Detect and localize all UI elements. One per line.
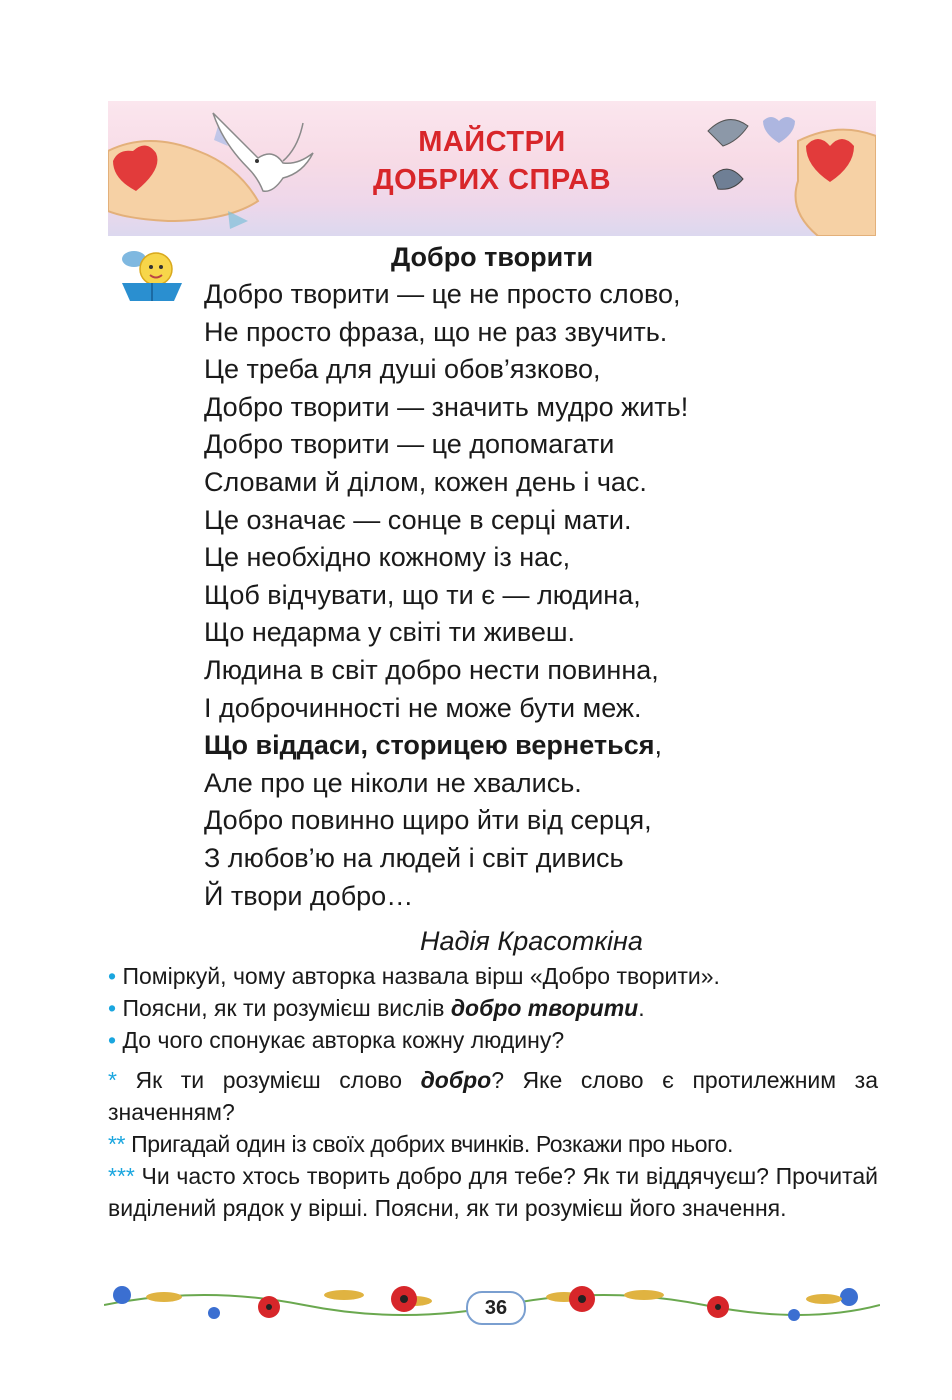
bullet: •	[108, 963, 117, 989]
question-6	[108, 1160, 878, 1224]
poem-line: І доброчинності не може бути меж.	[204, 692, 642, 723]
question-text-end: .	[638, 995, 645, 1021]
question-5	[108, 1128, 878, 1160]
poem-line: Але про це ніколи не хвались.	[204, 767, 582, 798]
page-number: 36	[466, 1291, 526, 1325]
emphasis-phrase: добро творити	[450, 995, 639, 1021]
bullet: •	[108, 1027, 117, 1053]
poem-line: Добро творити — це допомагати	[204, 429, 615, 460]
section-title-line-2: ДОБРИХ СПРАВ	[372, 164, 612, 196]
question-3	[108, 1024, 878, 1056]
poem-line: Добро повинно щиро йти від серця,	[204, 805, 652, 836]
question-text: Чи часто хтось творить добро для тебе? Як ти віддячуєш? Прочитай виділений рядок у вірші. Поясни, як ти розумієш його значення.	[108, 1163, 878, 1221]
poem-line: Що недарма у світі ти живеш.	[204, 617, 576, 648]
poem-line: Це необхідно кожному із нас,	[204, 542, 571, 573]
question-text: Як ти розумієш слово	[116, 1067, 421, 1093]
poem-line: Людина в світ добро нести повинна,	[204, 654, 659, 685]
poem-line: З любов’ю на людей і світ дивись	[204, 842, 624, 873]
poem-line: Добро творити — це не просто слово,	[204, 279, 681, 309]
emphasis-word: добро	[420, 1067, 492, 1093]
poem-line: Словами й ділом, кожен день і час.	[204, 466, 647, 497]
question-text: Поясни, як ти розумієш вислів	[122, 995, 451, 1021]
poem-line: Це означає — сонце в серці мати.	[204, 504, 632, 535]
question-text-end: ? Яке слово є протилежним за значенням?	[108, 1067, 878, 1125]
poem-body	[204, 276, 864, 915]
question-2	[108, 992, 878, 1024]
difficulty-stars: ***	[108, 1163, 135, 1189]
poem-highlighted-line	[204, 727, 864, 765]
question-1	[108, 960, 878, 992]
bullet: •	[108, 995, 117, 1021]
poem-line: Й твори добро…	[204, 880, 414, 911]
poem-line: Не просто фраза, що не раз звучить.	[204, 316, 668, 347]
question-text: Поміркуй, чому авторка назвала вірш «Добро творити».	[122, 963, 720, 989]
poem-line: Щоб відчувати, що ти є — людина,	[204, 579, 641, 610]
question-text: До чого спонукає авторка кожну людину?	[122, 1027, 565, 1053]
question-4	[108, 1064, 878, 1128]
highlighted-line-text: Що віддаси, сторицею вернеться	[204, 730, 655, 761]
header-banner	[108, 101, 876, 236]
section-title	[108, 123, 876, 199]
difficulty-stars: *	[108, 1067, 117, 1093]
poem-author: Надія Красоткіна	[420, 926, 643, 956]
poem-line: Це треба для душі обов’язково,	[204, 354, 601, 385]
poem-line: Добро творити — значить мудро жить!	[204, 391, 689, 422]
section-title-line-1: МАЙСТРИ	[418, 126, 566, 158]
highlighted-line-comma: ,	[654, 730, 662, 761]
question-text: Пригадай один із своїх добрих вчинків. Розкажи про нього.	[125, 1131, 733, 1157]
difficulty-stars: **	[108, 1131, 126, 1157]
poem-title: Добро творити	[390, 242, 594, 272]
